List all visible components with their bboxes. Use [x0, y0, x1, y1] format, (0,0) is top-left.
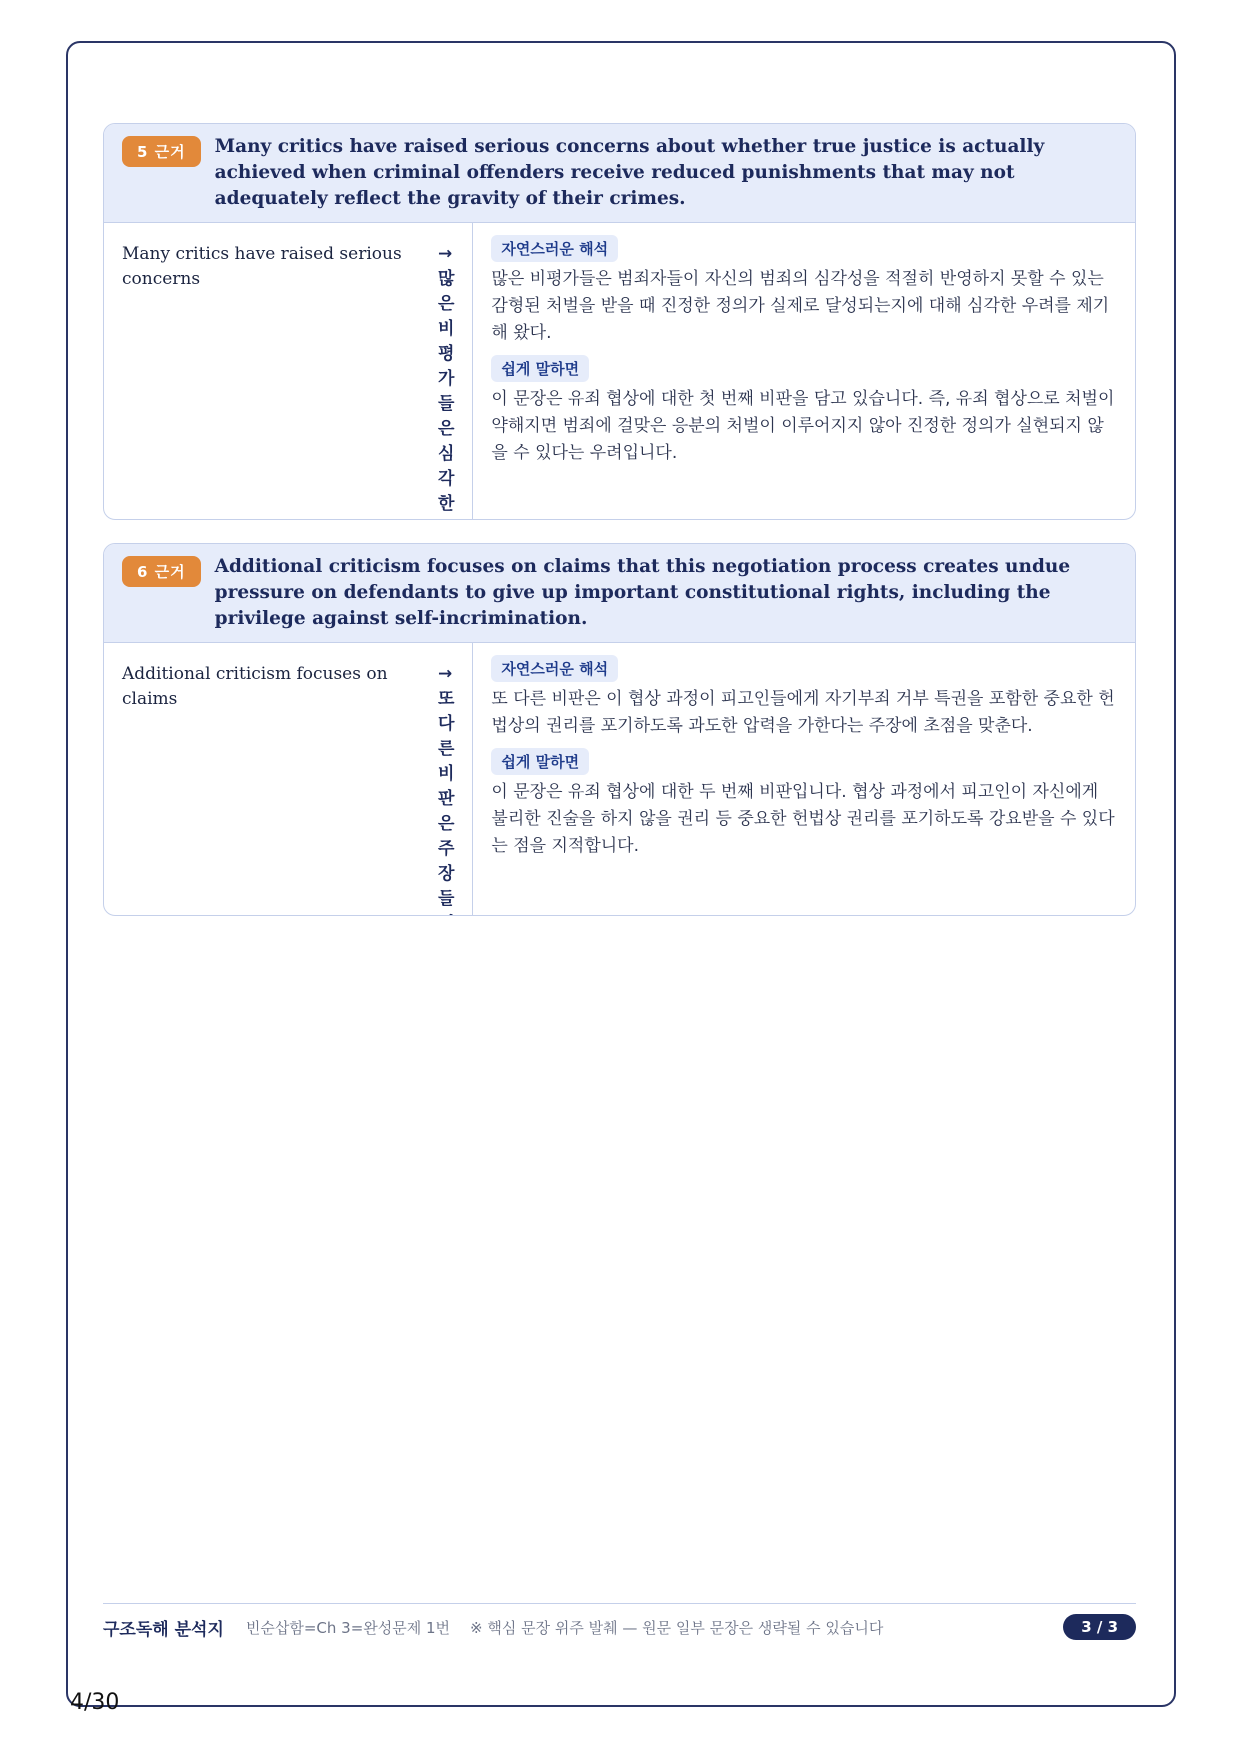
section-badge: 5 근거: [122, 136, 201, 167]
simple-explanation: 이 문장은 유죄 협상에 대한 첫 번째 비판을 담고 있습니다. 즉, 유죄 협상으로 처벌이 약해지면 범죄에 걸맞은 응분의 처벌이 이루어지지 않아 진정한 정의가 실현되지 않을 수 있다는 우려입니다.: [491, 389, 1115, 463]
chunk-english: Many critics have raised serious concerns: [122, 244, 402, 289]
natural-translation-tag: 자연스러운 해석: [491, 235, 618, 262]
footer-divider: [103, 1603, 1136, 1604]
natural-translation: 많은 비평가들은 범죄자들이 자신의 범죄의 심각성을 적절히 반영하지 못할 수 있는 감형된 처벌을 받을 때 진정한 정의가 실제로 달성되는지에 대해 심각한 우려를 제기해 왔다.: [491, 269, 1110, 343]
simple-explanation-tag: 쉽게 말하면: [491, 748, 589, 775]
card-header: [104, 544, 1135, 643]
chunk-list: [104, 223, 473, 519]
chunk-row: [122, 237, 454, 520]
chunk-row: [122, 657, 454, 916]
sentence-card-5: [103, 123, 1136, 520]
source-sentence: Many critics have raised serious concerns about whether true justice is actually achieved when criminal offenders receive reduced punishments that may not adequately reflect the gravity of their crimes.: [214, 136, 1045, 209]
card-body: [104, 223, 1135, 519]
interpretation-panel: [473, 643, 1135, 915]
chunk-english: Additional criticism focuses on claims: [122, 664, 388, 709]
section-badge: 6 근거: [122, 556, 201, 587]
footer-source: 빈순삽함=Ch 3=완성문제 1번: [245, 1618, 451, 1637]
chunk-korean: →많은 비평가들은 심각한: [438, 244, 455, 514]
simple-explanation-tag: 쉽게 말하면: [491, 355, 589, 382]
chunk-korean: →또 다른 비판은 주장들: [438, 664, 455, 909]
footer: [103, 1612, 1136, 1642]
chunk-list: [104, 643, 473, 915]
document-page-counter: 4/30: [70, 1690, 120, 1715]
natural-translation-tag: 자연스러운 해석: [491, 655, 618, 682]
footer-disclaimer: ※ 핵심 문장 위주 발췌 — 원문 일부 문장은 생략될 수 있습니다: [470, 1618, 884, 1637]
source-sentence: Additional criticism focuses on claims that this negotiation process creates undue pressure on defendants to give up important constitutional rights, including the privilege against self-incrimination.: [214, 556, 1071, 629]
natural-translation: 또 다른 비판은 이 협상 과정이 피고인들에게 자기부죄 거부 특권을 포함한 중요한 헌법상의 권리를 포기하도록 과도한 압력을 가한다는 주장에 초점을 맞춘다.: [491, 689, 1115, 736]
interpretation-panel: [473, 223, 1135, 519]
card-body: [104, 643, 1135, 915]
sentence-card-6: [103, 543, 1136, 916]
footer-title: 구조독해 분석지: [103, 1619, 224, 1640]
page-number-badge: 3 / 3: [1063, 1614, 1136, 1640]
simple-explanation: 이 문장은 유죄 협상에 대한 두 번째 비판입니다. 협상 과정에서 피고인이 자신에게 불리한 진술을 하지 않을 권리 등 중요한 헌법상 권리를 포기하도록 강요받을 수 있다는 점을 지적합니다.: [491, 782, 1115, 856]
card-header: [104, 124, 1135, 223]
